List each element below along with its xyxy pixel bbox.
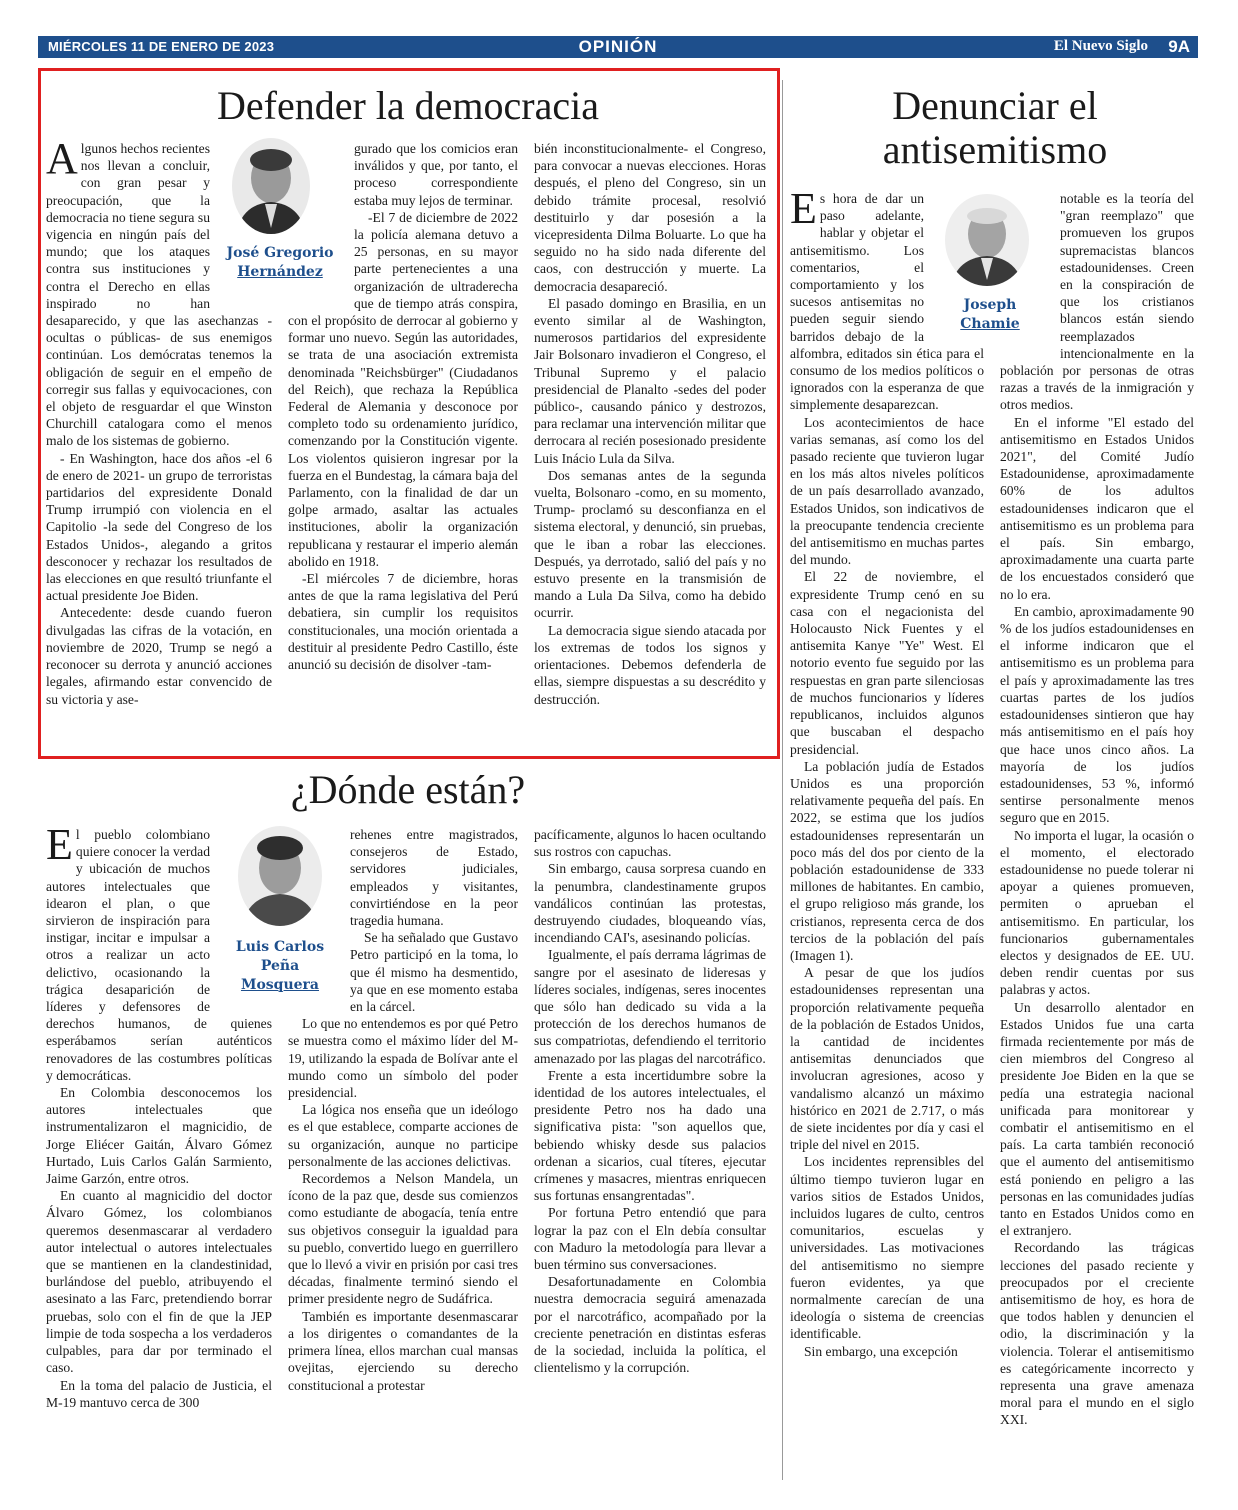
wrap-spacer bbox=[924, 190, 984, 340]
article-column bbox=[46, 826, 272, 1466]
page-header-bar bbox=[38, 36, 1198, 58]
wrap-spacer bbox=[288, 826, 350, 1006]
paragraph: A pesar de que los judíos estadounidenses representan una proporción relativamente pequeña de la población de Estados Unidos, la cantidad de incidentes antisemitas denunciados que involucran agresiones, acoso y vandalismo alcanzó un máximo histórico en 2021 de 2.717, o más de siete incidentes por día y casi el triple del nivel en 2015. bbox=[790, 965, 984, 1153]
paragraph: Desafortunadamente en Colombia nuestra democracia seguirá amenazada por el narcotráfico, acompañado por la creciente penetración en distintas esferas de la sociedad, incluida la política, el clientelismo y la corrupción. bbox=[534, 1274, 766, 1376]
paragraph: bién inconstitucionalmente- el Congreso, para convocar a nuevas elecciones. Horas después, el pleno del Congreso, sin un debido trámite procesal, resolvió destituirlo y dar posesión a la vicepresidenta Dilma Boluarte. Lo que ha seguido no ha sido nada diferente del caos, con destrucción y muerte. La democracia desapareció. bbox=[534, 141, 766, 294]
paragraph: En Colombia desconocemos los autores intelectuales que instrumentalizaron el magnicidio, de Jorge Eliécer Gaitán, Álvaro Gómez Hurtado, Luis Carlos Galán Sarmiento, Jaime Garzón, entre otros. bbox=[46, 1085, 272, 1187]
issue-date: MIÉRCOLES 11 DE ENERO DE 2023 bbox=[48, 39, 275, 54]
paragraph: En cuanto al magnicidio del doctor Álvaro Gómez, los colombianos queremos desenmascarar al verdadero autor intelectual o autores intelectuales que se mantienen en la clandestinidad, burlándose del pueblo, atribuyendo el asesinato a las Farc, pretendiendo borrar pruebas, solo con el fin de que la JEP limpie de toda sospecha a los verdaderos culpables, para dar por terminado el caso. bbox=[46, 1188, 272, 1376]
paragraph: Igualmente, el país derrama lágrimas de sangre por el asesinato de lideresas y líderes sociales, indígenas, seres inocentes que sólo han dedicado su vida a la protección de los derechos humanos de sus compatriotas, defendiendo el territorio amenazado por las plagas del narcotráfico. bbox=[534, 947, 766, 1066]
section-name: OPINIÓN bbox=[578, 37, 658, 56]
article-title: Defender la democracia bbox=[217, 83, 599, 128]
paragraph: La población judía de Estados Unidos es una proporción relativamente pequeña del país. En 2022, se estima que los judíos estadounidenses representarán un poco más del dos por ciento de la población estadounidense de 333 millones de habitantes. En cambio, el grupo religioso más grande, los cristianos, representa cerca de dos tercios de la población del país (Imagen 1). bbox=[790, 758, 984, 963]
paragraph: Se ha señalado que Gustavo Petro participó en la toma, lo que él mismo ha desmentido, ya que en ese momento estaba en la cárcel. bbox=[350, 930, 518, 1015]
paragraph: l pueblo colombiano quiere conocer la verdad y ubicación de muchos autores intelectuales que idearon el plan, o que sirvieron de inspiración para instigar, incitar e impulsar a otros a realizar un acto delictivo, ocasionando la trágica desaparición de líderes y defensores de derechos humanos, de quienes esperábamos serían auténticos renovadores de las costumbres políticas y democráticas. bbox=[46, 827, 272, 1083]
wrap-spacer bbox=[288, 140, 354, 310]
author-name: Luis Carlos Peña Mosquera bbox=[235, 939, 325, 993]
column-rule bbox=[782, 80, 783, 1480]
paragraph: Los incidentes reprensibles del último tiempo tuvieron lugar en varios sitios de Estados Unidos, incluidos lugares de culto, centros comunitarios, escuelas y universidades. Las motivaciones del antisemitismo no siempre fueron evidentes, ya que normalmente carecían de una ideología o sistema de creencias identificable. bbox=[790, 1154, 984, 1342]
paragraph: Dos semanas antes de la segunda vuelta, Bolsonaro -como, en su momento, Trump- proclamó su desconfianza en el sistema electoral, y denunció, sin pruebas, que le iban a robar las elecciones. Después, ya derrotado, salió del país y no estuvo presente en la transmisión de mando a Lula Da Silva, como ha debido ocurrir. bbox=[534, 467, 766, 621]
drop-cap: E bbox=[46, 826, 73, 869]
paragraph: gurado que los comicios eran inválidos y que, por tanto, el proceso correspondiente estaba muy lejos de terminar. bbox=[354, 141, 518, 208]
author-name: José Gregorio Hernández bbox=[226, 245, 334, 280]
paragraph: Por fortuna Petro entendió que para lograr la paz con el Eln debía consultar con Maduro la metodología para llevar a buen término sus conversaciones. bbox=[534, 1205, 766, 1273]
paragraph: Un desarrollo alentador en Estados Unidos fue una carta firmada recientemente por más de cien miembros del Congreso al presidente Joe Biden en la que se pedía una estrategia nacional unificada para monitorear y combatir el antisemitismo en el país. La carta también reconoció que el aumento del antisemitismo está poniendo en peligro a las personas en las comunidades judías tanto en Estados Unidos como en el extranjero. bbox=[1000, 999, 1194, 1239]
paragraph: -El miércoles 7 de diciembre, horas antes de que la rama legislativa del Perú debatiera, sin cumplir los requisitos constitucionales, una moción orientada a destituir al presidente Pedro Castillo, éste anunció su decisión de disolver -tam- bbox=[288, 571, 518, 673]
article-column bbox=[288, 826, 518, 1466]
article-column bbox=[534, 140, 766, 750]
wrap-spacer bbox=[210, 140, 272, 300]
wrap-spacer bbox=[1000, 190, 1060, 360]
paragraph: s hora de dar un paso adelante, hablar y objetar el antisemitismo. Los comentarios, el comportamiento y los sucesos antisemitas no pueden seguir siendo barridos debajo de la alfombra, editados sin ética para el consumo de los medios políticos o ignorados con la esperanza de que simplemente desaparezcan. bbox=[790, 191, 984, 413]
paragraph: En la toma del palacio de Justicia, el M-19 mantuvo cerca de 300 bbox=[46, 1377, 272, 1410]
paragraph: - En Washington, hace dos años -el 6 de enero de 2021- un grupo de terroristas partidarios del expresidente Donald Trump irrumpió con violencia en el Capitolio -la sede del Congreso de los Estados Unidos-, alegando a gritos desconocer y rechazar los resultados de las elecciones en que resultó triunfante el actual presidente Joe Biden. bbox=[46, 450, 272, 604]
paragraph: rehenes entre magistrados, consejeros de Estado, servidores judiciales, empleados y visitantes, convirtiéndose en la peor tragedia humana. bbox=[350, 827, 518, 929]
article-column bbox=[534, 826, 766, 1466]
article-column bbox=[790, 190, 984, 1490]
paragraph: Lo que no entendemos es por qué Petro se muestra como el máximo líder del M-19, utilizando la espada de Bolívar ante el mundo como un símbolo del poder presidencial. bbox=[288, 1016, 518, 1101]
wrap-spacer bbox=[210, 826, 272, 1006]
paragraph: Recordemos a Nelson Mandela, un ícono de la paz que, desde sus comienzos como estudiante de abogacía, tenía entre sus objetivos conseguir la igualdad para su pueblo, convertido luego en guerrillero que lo llevó a vivir en prisión por casi tres décadas, finalmente terminó siendo el primer presidente negro de Sudáfrica. bbox=[288, 1171, 518, 1307]
paragraph: En cambio, aproximadamente 90 % de los judíos estadounidenses en el informe indicaron que el antisemitismo es un problema para el país y aproximadamente las tres cuartas partes de los judíos estadounidenses sintieron que hay más antisemitismo en el país hoy que hace unos cinco años. La mayoría de los judíos estadounidenses, 53 %, informó sentirse personalmente menos seguro que en 2015. bbox=[1000, 603, 1194, 826]
article-column bbox=[46, 140, 272, 750]
paragraph: No importa el lugar, la ocasión o el momento, el electorado estadounidense no puede tolerar ni apoyar a quienes promueven, permiten o aprueban el antisemitismo. En particular, los funcionarios gubernamentales electos y designados de EE. UU. deben rendir cuentas por sus palabras y actos. bbox=[1000, 827, 1194, 998]
paragraph: También es importante desenmascarar a los dirigentes o comandantes de la primera línea, ellos marchan cual mansas ovejitas, ejerciendo su derecho constitucional a protestar bbox=[288, 1308, 518, 1393]
drop-cap: A bbox=[46, 140, 78, 183]
paragraph: Antecedente: desde cuando fueron divulgadas las cifras de la votación, en noviembre de 2020, Trump se negó a reconocer su derrota y anunció acciones legales, afirmando estar convencido de su victoria y ase- bbox=[46, 605, 272, 707]
paragraph: notable es la teoría del "gran reemplazo" que promueven los grupos supremacistas blancos estadounidenses. Creen en la conspiración de que los cristianos blancos están siendo reemplazados intencionalmente en la población por personas de otras razas a través de la inmigración y otros medios. bbox=[1000, 191, 1194, 413]
paragraph: Los acontecimientos de hace varias semanas, así como los del pasado reciente que tuvieron lugar en los más altos niveles políticos de un país desarrollado avanzado, Estados Unidos, son indicativos de la preocupante tendencia creciente del antisemitismo en muchas partes del mundo. bbox=[790, 414, 984, 568]
article-column bbox=[288, 140, 518, 750]
paragraph: -El 7 de diciembre de 2022 la policía alemana detuvo a 25 personas, en su mayor parte pertenecientes a una organización de ultraderecha que de tiempo atrás conspira, con el propósito de derrocar al gobierno y formar uno nuevo. Según las autoridades, se trata de una asociación extremista denominada "Reichsbürger" (Ciudadanos del Reich), que rechaza la República Federal de Alemania y desconoce por completo todo su ordenamiento jurídico, comenzando por la Constitución vigente. Los violentos quisieron ingresar por la fuerza en el Bundestag, la cámara baja del Parlamento, con la finalidad de dar un golpe armado, asaltar las actuales instituciones, abolir la organización republicana y restaurar el imperio alemán abolido en 1918. bbox=[288, 209, 518, 569]
author-name: Joseph Chamie bbox=[960, 297, 1020, 332]
article-title: Denunciar el antisemitismo bbox=[882, 83, 1108, 172]
paragraph: lgunos hechos recientes nos llevan a concluir, con gran pesar y preocupación, que la democracia no tiene segura su vigencia en ningún país del mundo; que los ataques contra sus instituciones y contra el Derecho en ellas inspirado no han desaparecido, y que las asechanzas -ocultas o públicas- de sus enemigos continúan. Los demócratas tenemos la obligación de seguir en el empeño de corregir sus fallas y equivocaciones, con el objeto de resguardar el que Winston Churchill catalogara como el menos malo de los sistemas de gobierno. bbox=[46, 141, 272, 449]
drop-cap: E bbox=[790, 190, 817, 233]
paragraph: pacíficamente, algunos lo hacen ocultando sus rostros con capuchas. bbox=[534, 827, 766, 860]
paragraph: Sin embargo, una excepción bbox=[804, 1343, 958, 1359]
page-number: 9A bbox=[1168, 37, 1190, 56]
paragraph: Frente a esta incertidumbre sobre la identidad de los autores intelectuales, el presidente Petro nos ha dado una significativa pista: "son aquellos que, bebiendo whisky desde sus palacios ordenan a sicarios, cual títeres, ejecutar crímenes y masacres, mientras enriquecen sus fortunas ensangrentadas". bbox=[534, 1067, 766, 1204]
paragraph: Sin embargo, causa sorpresa cuando en la penumbra, clandestinamente grupos vandálicos continúan las protestas, destruyendo ciudades, bloqueando vías, incendiando CAI's, asesinando policías. bbox=[534, 861, 766, 946]
paragraph: El 22 de noviembre, el expresidente Trump cenó en su casa con el negacionista del Holocausto Nick Fuentes y el antisemita Kanye "Ye" West. El notorio evento fue seguido por las respuestas en gran parte silenciosas de muchos funcionarios y líderes republicanos, incluidos algunos que buscaban el despacho presidencial. bbox=[790, 569, 984, 757]
newspaper-name: El Nuevo Siglo bbox=[1053, 38, 1148, 54]
article-title: ¿Dónde están? bbox=[290, 767, 526, 812]
paragraph: En el informe "El estado del antisemitismo en Estados Unidos 2021", del Comité Judío Estadounidense, aproximadamente 60% de los adultos estadounidenses indicaron que el antisemitismo es un problema para el país. Sin embargo, aproximadamente una cuarta parte de los encuestados consideró que no lo era. bbox=[1000, 414, 1194, 602]
paragraph: La democracia sigue siendo atacada por los extremas de todos los signos y orientaciones. Debemos defenderla de ellas, siempre dispuestas a su descrédito y destrucción. bbox=[534, 622, 766, 707]
article-column bbox=[1000, 190, 1194, 1490]
paragraph: La lógica nos enseña que un ideólogo es el que establece, comparte acciones de su organización, aunque no participe personalmente de las acciones delictivas. bbox=[288, 1102, 518, 1169]
paragraph: El pasado domingo en Brasilia, en un evento similar al de Washington, numerosos partidarios del expresidente Jair Bolsonaro invadieron el Congreso, el Tribunal Supremo y el palacio presidencial de Planalto -sedes del poder público-, causando pánico y destrozos, para reclamar una intervención militar que derrocara al recién posesionado presidente Luis Inácio Lula da Silva. bbox=[534, 295, 766, 466]
paragraph: Recordando las trágicas lecciones del pasado reciente y preocupados por el creciente antisemitismo de hoy, es hora de que todos hablen y denuncien el odio, la discriminación y la violencia. Tolerar el antisemitismo es categóricamente incorrecto y representa una grave amenaza moral para el mundo en el siglo XXI. bbox=[1000, 1240, 1194, 1428]
